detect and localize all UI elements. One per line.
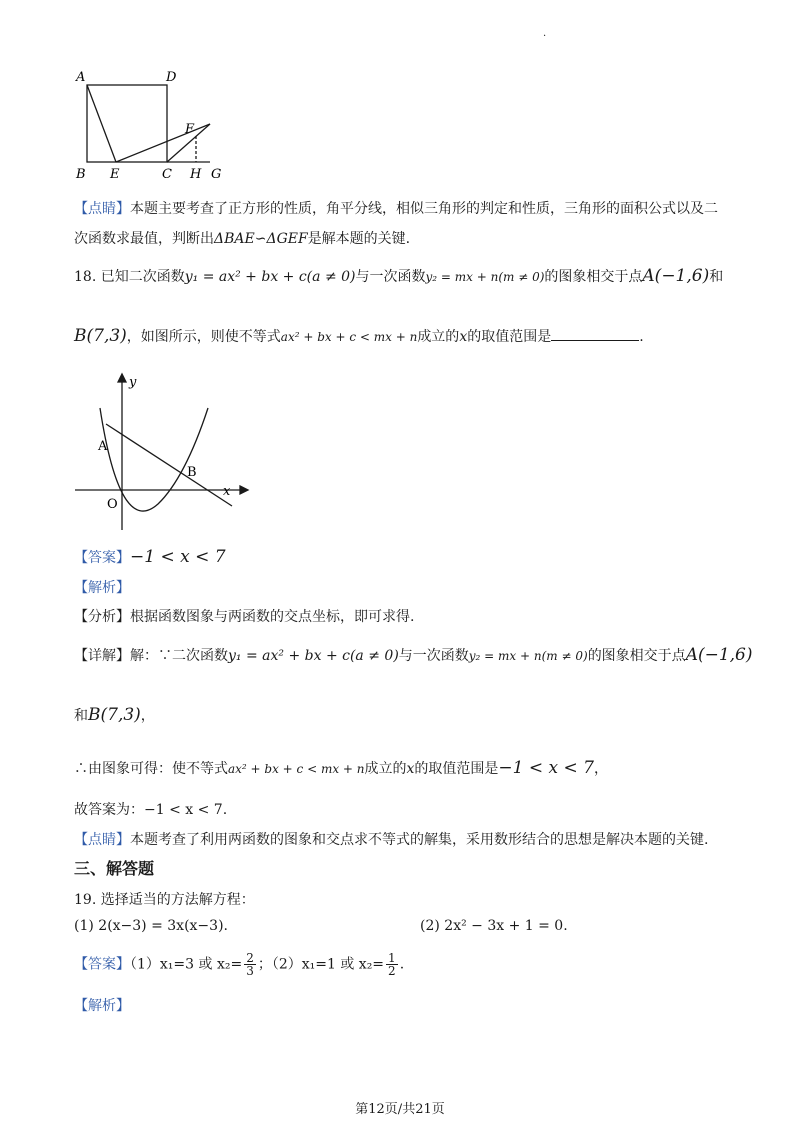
- quadratic-function: y₁ = ax² + bx + c(a ≠ 0): [184, 269, 356, 285]
- question-text: 的取值范围是: [467, 329, 552, 345]
- point-A: A(−1,6): [642, 266, 710, 286]
- answer-blank: [551, 328, 639, 341]
- xiangjie-text: 成立的: [364, 761, 407, 777]
- square-ABCD: [87, 85, 167, 162]
- y-axis-arrow: [118, 374, 126, 382]
- label-C: C: [162, 167, 172, 182]
- xiangjie-final: 故答案为：−1 < x < 7.: [74, 802, 228, 818]
- variable-x: x: [459, 329, 468, 345]
- parabola-curve: [100, 408, 208, 511]
- dianjing-paragraph-2: [74, 829, 708, 849]
- question-18-line2: [74, 326, 644, 346]
- fenxi-tag: 【分析】: [74, 609, 130, 625]
- fraction-denominator: 2: [388, 964, 396, 978]
- jiexi-19: [74, 995, 130, 1015]
- xiangjie-text: ∴由图象可得：使不等式: [74, 761, 228, 777]
- label-D: D: [166, 70, 177, 85]
- x-axis-arrow: [240, 486, 248, 494]
- answer-part1: （1）x₁=3 或 x₂=: [130, 956, 243, 973]
- quadratic-function: y₁ = ax² + bx + c(a ≠ 0): [228, 648, 399, 664]
- dianjing-tag: 【点睛】: [74, 832, 130, 848]
- range-value: −1 < x < 7: [498, 758, 594, 778]
- axis-label-y: y: [129, 375, 137, 390]
- answer-end: .: [399, 956, 405, 973]
- xiangjie-text: 解：∵二次函数: [130, 648, 228, 664]
- fraction-denominator: 3: [246, 964, 254, 978]
- answer-18: [74, 547, 226, 567]
- label-F: F: [185, 122, 195, 137]
- dianjing-text: 本题考查了利用两函数的图象和交点求不等式的解集，采用数形结合的思想是解决本题的关键.: [130, 832, 709, 848]
- xiangjie-text: 和: [74, 708, 88, 724]
- answer-tag: 【答案】: [74, 956, 130, 973]
- fraction-two-thirds: [244, 952, 256, 977]
- dianjing-paragraph-1-line2: [74, 228, 410, 248]
- function-graph-figure: [70, 368, 250, 538]
- linear-function: y₂ = mx + n(m ≠ 0): [468, 649, 588, 663]
- answer-value: −1 < x < 7: [130, 547, 226, 567]
- straight-line: [106, 424, 232, 506]
- answer-19: [74, 952, 404, 977]
- fenxi-18: [74, 606, 414, 626]
- variable-x: x: [406, 761, 415, 777]
- question-text: 成立的: [417, 329, 460, 345]
- linear-function: y₂ = mx + n(m ≠ 0): [425, 270, 545, 284]
- label-E: E: [110, 167, 120, 182]
- section-heading: 三、解答题: [74, 859, 155, 878]
- question-text: 与一次函数: [355, 269, 426, 285]
- label-H: H: [190, 167, 202, 182]
- xiangjie-line3: [74, 758, 608, 778]
- jiexi-tag: 【解析】: [74, 998, 130, 1014]
- fenxi-text: 根据函数图象与两函数的交点坐标，即可求得.: [130, 609, 415, 625]
- label-point-B: B: [187, 465, 197, 480]
- question-text: 和: [709, 269, 724, 285]
- answer-separator: ；（2）x₁=1 或 x₂=: [257, 956, 385, 973]
- dianjing-text-line1: 本题主要考查了正方形的性质，角平分线，相似三角形的判定和性质，三角形的面积公式以及二: [130, 201, 718, 217]
- fraction-numerator: 1: [388, 951, 396, 965]
- axis-label-x: x: [223, 484, 231, 499]
- xiangjie-text: 的图象相交于点: [587, 648, 686, 664]
- xiangjie-line2: [74, 705, 155, 725]
- question-18-line1: [74, 266, 723, 286]
- dianjing-text-line2b: 是解本题的关键.: [307, 231, 411, 247]
- fraction-numerator: 2: [246, 951, 254, 965]
- similarity-expression: ΔBAE∽ΔGEF: [214, 231, 308, 247]
- xiangjie-text: 的取值范围是: [414, 761, 499, 777]
- xiangjie-tag: 【详解】: [74, 648, 130, 664]
- dianjing-tag: 【点睛】: [74, 201, 130, 217]
- dot-mark: .: [543, 28, 547, 39]
- question-19-part2: (2) 2x² − 3x + 1 = 0.: [420, 918, 568, 934]
- question-19-title: 19. 选择适当的方法解方程：: [74, 892, 255, 908]
- fraction-one-half: [386, 952, 398, 977]
- label-B: B: [76, 167, 86, 182]
- question-text: ，如图所示，则使不等式: [126, 329, 281, 345]
- label-A: A: [76, 70, 86, 85]
- label-G: G: [211, 167, 222, 182]
- dianjing-text-line2a: 次函数求最值，判断出: [74, 231, 214, 247]
- question-end: .: [639, 329, 644, 345]
- page-footer: 第12页/共21页: [355, 1102, 445, 1117]
- question-19-part1: (1) 2(x−3) = 3x(x−3).: [74, 918, 228, 934]
- answer-tag: 【答案】: [74, 550, 130, 566]
- inequality: ax² + bx + c < mx + n: [280, 330, 418, 344]
- question-number: 18. 已知二次函数: [74, 269, 185, 285]
- xiangjie-text: ，: [140, 708, 155, 724]
- point-B: B(7,3): [74, 326, 127, 346]
- jiexi-tag: 【解析】: [74, 580, 130, 596]
- point-A: A(−1,6): [685, 645, 753, 665]
- xiangjie-text: 与一次函数: [398, 648, 469, 664]
- segment-AE: [87, 85, 116, 162]
- point-B: B(7,3): [88, 705, 141, 725]
- jiexi-18: [74, 577, 130, 597]
- square-figure: [70, 64, 230, 184]
- label-point-A: A: [98, 439, 108, 454]
- xiangjie-line1: [74, 645, 753, 665]
- xiangjie-text: ，: [594, 761, 608, 777]
- question-text: 的图象相交于点: [544, 269, 643, 285]
- dianjing-paragraph-1: [74, 198, 718, 218]
- label-origin-O: O: [107, 497, 118, 512]
- inequality: ax² + bx + c < mx + n: [228, 762, 365, 776]
